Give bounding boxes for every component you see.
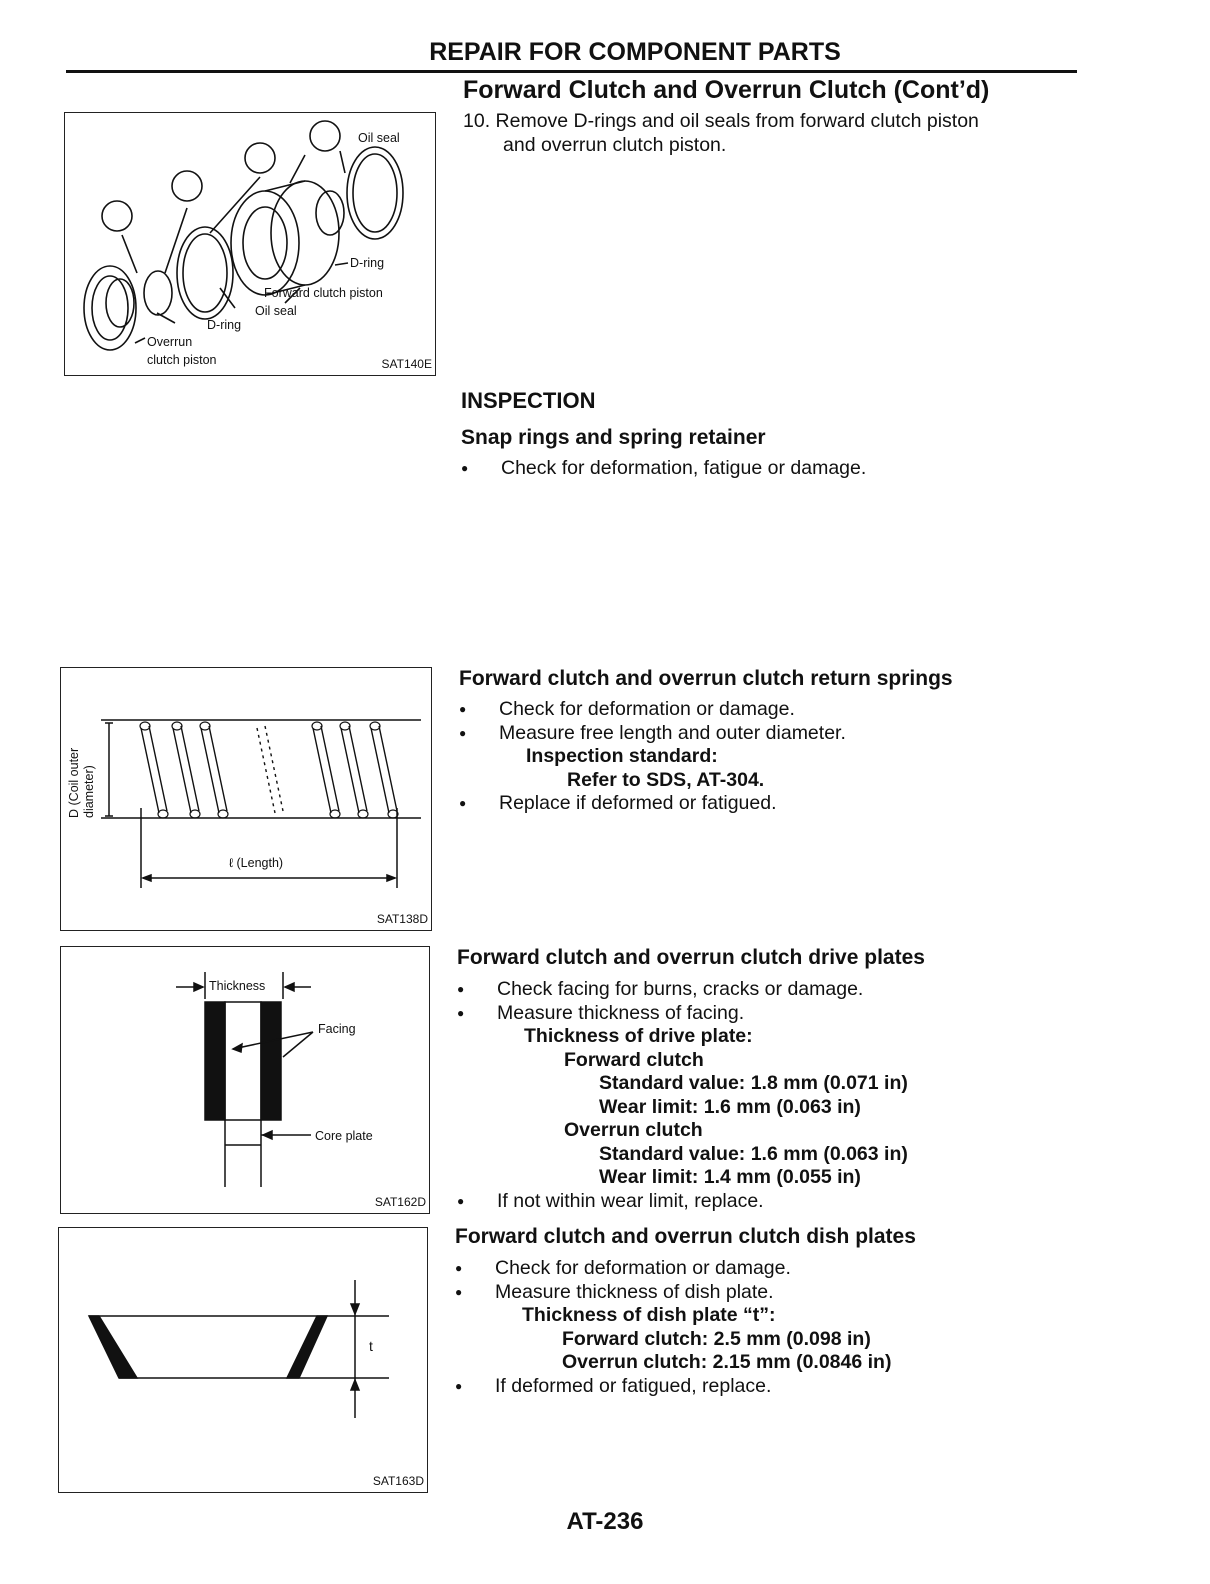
step-text-line2: and overrun clutch piston.	[503, 133, 727, 156]
list-item: ● Check facing for burns, cracks or damage.	[457, 978, 1077, 1002]
snap-rings-title: Snap rings and spring retainer	[461, 426, 766, 449]
drive-overrun-label: Overrun clutch	[564, 1119, 703, 1141]
return-springs-title: Forward clutch and overrun clutch return springs	[459, 667, 953, 690]
label-facing: Facing	[318, 1022, 356, 1036]
figure-piston-exploded	[64, 112, 436, 376]
drive-forward-label: Forward clutch	[564, 1048, 704, 1071]
list-item: ● Measure thickness of dish plate.	[455, 1281, 1075, 1305]
drive-forward-standard: Standard value: 1.8 mm (0.071 in)	[599, 1072, 908, 1094]
dish-plates-body	[455, 1257, 1075, 1398]
page-number: AT-236	[566, 1508, 644, 1535]
label-forward-clutch-piston: Forward clutch piston	[264, 286, 383, 300]
inspection-standard-label: Inspection standard:	[526, 745, 718, 767]
step-10	[463, 110, 1083, 157]
inspection-heading: INSPECTION	[461, 388, 596, 413]
dish-plates-title: Forward clutch and overrun clutch dish plates	[455, 1225, 916, 1248]
label-core-plate: Core plate	[315, 1129, 373, 1143]
label-oil-seal-top: Oil seal	[358, 131, 400, 145]
figure-drive-plate	[60, 946, 430, 1214]
figure-return-springs	[60, 667, 432, 931]
figure-code: SAT140E	[381, 357, 432, 371]
dish-thickness-label: Thickness of dish plate “t”:	[522, 1304, 776, 1326]
list-item	[459, 722, 1079, 746]
figure-code: SAT138D	[376, 912, 428, 926]
list-item-text: Measure free length and outer diameter.	[499, 721, 846, 744]
list-item: ● Measure thickness of facing.	[457, 1002, 1077, 1026]
drive-thickness-label: Thickness of drive plate:	[524, 1025, 753, 1047]
label-coil-diameter	[67, 708, 97, 818]
label-length: ℓ (Length)	[229, 856, 284, 870]
header-rule	[66, 70, 1077, 73]
list-item: ● Check for deformation or damage.	[459, 698, 1079, 722]
page-header-title: REPAIR FOR COMPONENT PARTS	[429, 38, 841, 66]
drive-overrun-wear: Wear limit: 1.4 mm (0.055 in)	[599, 1166, 861, 1188]
dish-forward-value: Forward clutch: 2.5 mm (0.098 in)	[562, 1327, 871, 1350]
list-item: ● Replace if deformed or fatigued.	[459, 792, 1079, 816]
drive-overrun-standard: Standard value: 1.6 mm (0.063 in)	[599, 1142, 908, 1165]
label-oil-seal-mid: Oil seal	[255, 304, 297, 318]
piston-exploded-drawing	[65, 113, 435, 375]
list-item: ● If not within wear limit, replace.	[457, 1190, 1077, 1214]
drive-forward-wear: Wear limit: 1.6 mm (0.063 in)	[599, 1095, 861, 1118]
step-number: 10.	[463, 110, 491, 132]
list-item: ● Check for deformation or damage.	[455, 1257, 1075, 1281]
list-item: ● If deformed or fatigued, replace.	[455, 1375, 1075, 1399]
return-springs-drawing	[61, 668, 431, 930]
label-d-ring-left: D-ring	[207, 318, 242, 332]
label-d-ring-right: D-ring	[350, 256, 385, 270]
figure-dish-plate	[58, 1227, 428, 1493]
dish-plate-drawing	[59, 1228, 427, 1492]
list-item: ● Check for deformation, fatigue or damage.	[461, 457, 1081, 481]
section-subtitle: Forward Clutch and Overrun Clutch (Cont’d)	[463, 76, 990, 104]
label-thickness: Thickness	[209, 979, 266, 993]
inspection-standard-value: Refer to SDS, AT-304.	[567, 768, 765, 791]
figure-code: SAT163D	[372, 1474, 424, 1488]
label-coil-diameter-line2: diameter)	[82, 765, 96, 818]
dish-overrun-value: Overrun clutch: 2.15 mm (0.0846 in)	[562, 1351, 892, 1373]
drive-plates-body	[457, 978, 1077, 1213]
return-springs-body	[459, 698, 1079, 816]
step-text-line1: Remove D-rings and oil seals from forward clutch piston	[495, 110, 979, 132]
label-overrun: Overrun	[147, 335, 193, 349]
label-t: t	[369, 1338, 373, 1354]
label-coil-diameter-line1: D (Coil outer	[67, 747, 81, 818]
figure-code: SAT162D	[374, 1195, 426, 1209]
snap-rings-list	[461, 457, 1081, 481]
drive-plates-title: Forward clutch and overrun clutch drive plates	[457, 946, 925, 969]
label-clutch-piston: clutch piston	[147, 353, 217, 367]
